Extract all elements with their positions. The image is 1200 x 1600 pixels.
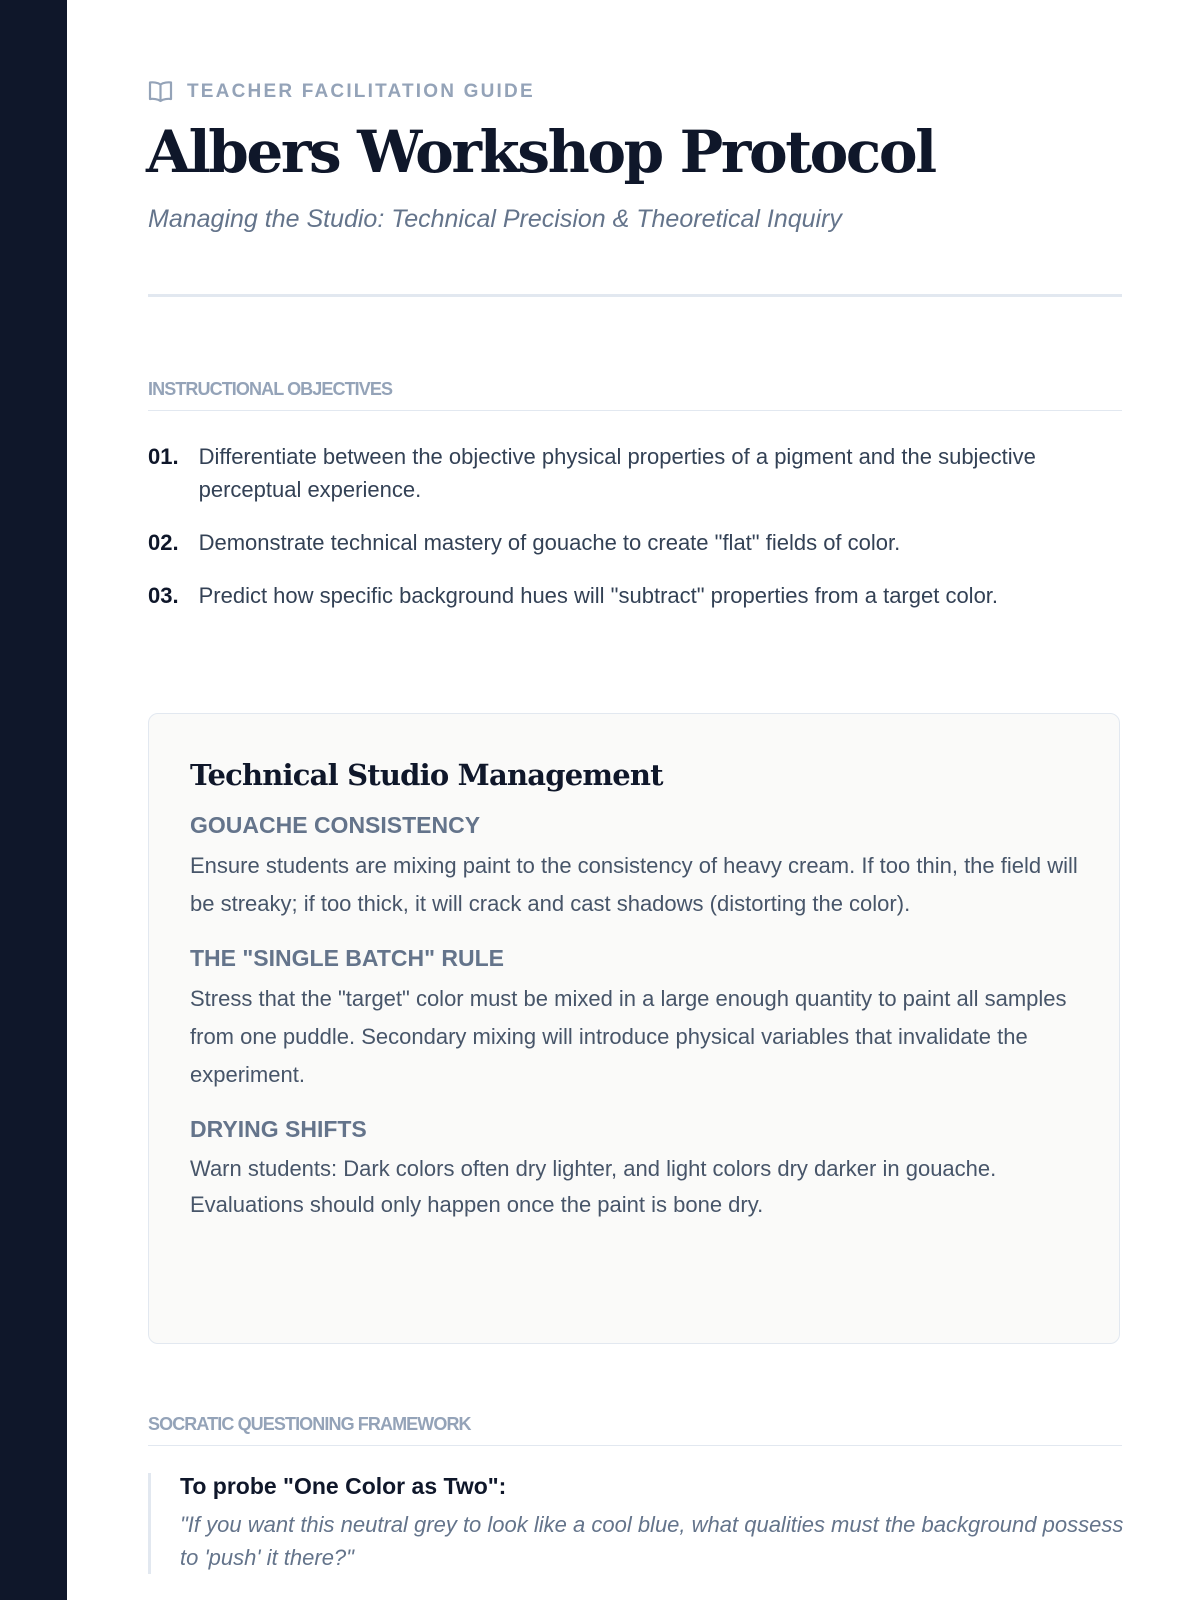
studio-tip-heading: THE "SINGLE BATCH" RULE (190, 945, 504, 971)
objectives-section-label: INSTRUCTIONAL OBJECTIVES (148, 379, 1122, 411)
objective-text: Demonstrate technical mastery of gouache to create "flat" fields of color. (198, 530, 901, 555)
objective-number: 03. (148, 583, 179, 608)
studio-tip-heading: DRYING SHIFTS (190, 1116, 367, 1142)
page-title: Albers Workshop Protocol (146, 118, 935, 186)
socratic-section-label: SOCRATIC QUESTIONING FRAMEWORK (148, 1414, 1122, 1446)
studio-tip-body: Stress that the "target" color must be mixed in a large enough quantity to paint all samples from one puddle. Secondary mixing will introduce physical variables that invalidate the experiment. (190, 986, 1067, 1087)
accent-sidebar (0, 0, 67, 1600)
objective-text: Predict how specific background hues will "subtract" properties from a target color. (198, 583, 999, 608)
studio-tip-body: Warn students: Dark colors often dry lighter, and light colors dry darker in gouache. Evaluations should only happen once the paint is bone dry. (190, 1156, 997, 1217)
studio-tip (190, 1116, 1078, 1223)
studio-tip-body: Ensure students are mixing paint to the consistency of heavy cream. If too thin, the field will be streaky; if too thick, it will crack and cast shadows (distorting the color). (190, 853, 1078, 916)
eyebrow (148, 80, 535, 103)
objective-item (148, 526, 1068, 559)
page-subtitle: Managing the Studio: Technical Precision & Theoretical Inquiry (148, 205, 842, 233)
studio-management-title: Technical Studio Management (190, 758, 663, 792)
objective-text: Differentiate between the objective physical properties of a pigment and the subjective perceptual experience. (198, 444, 1036, 502)
book-open-icon (148, 80, 173, 103)
objective-item (148, 579, 1068, 612)
objectives-list (148, 440, 1068, 632)
eyebrow-label: TEACHER FACILITATION GUIDE (187, 80, 535, 102)
objective-item (148, 440, 1068, 506)
socratic-question (148, 1473, 1130, 1574)
socratic-question-quote: "If you want this neutral grey to look like a cool blue, what qualities must the background possess to 'push' it there?" (180, 1512, 1124, 1570)
studio-tip (190, 945, 1078, 1094)
header-divider (148, 294, 1122, 297)
objective-number: 01. (148, 444, 179, 469)
objective-number: 02. (148, 530, 179, 555)
studio-tip (190, 812, 1078, 923)
studio-management-card (148, 713, 1120, 1344)
socratic-question-heading: To probe "One Color as Two": (180, 1473, 507, 1499)
studio-tip-heading: GOUACHE CONSISTENCY (190, 812, 481, 838)
